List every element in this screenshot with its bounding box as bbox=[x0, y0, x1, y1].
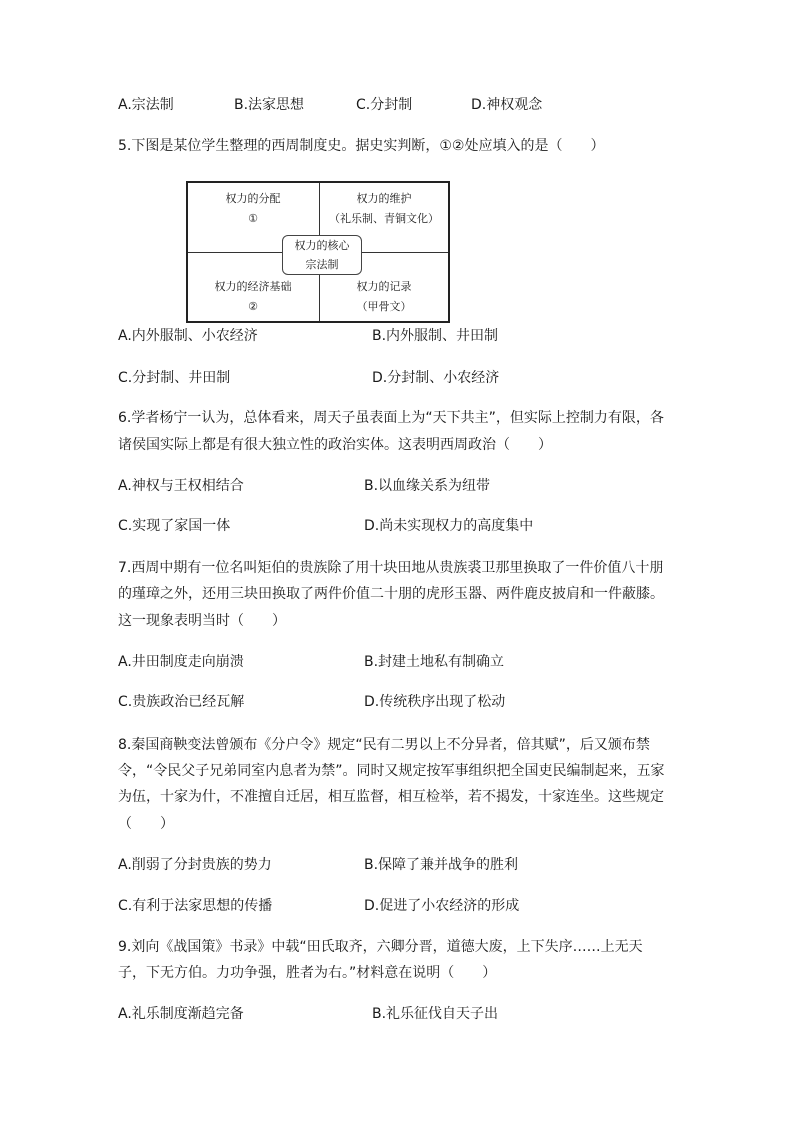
q8-option-b: B.保障了兼并战争的胜利 bbox=[364, 857, 519, 873]
diagram-bottom-right bbox=[319, 277, 449, 317]
q4-option-b: B.法家思想 bbox=[234, 97, 305, 113]
q4-option-d: D.神权观念 bbox=[471, 97, 543, 113]
q8-option-d: D.促进了小农经济的形成 bbox=[364, 898, 520, 914]
q4-option-c: C.分封制 bbox=[356, 97, 413, 113]
q6-option-b: B.以血缘关系为纽带 bbox=[364, 478, 491, 494]
q4-option-a: A.宗法制 bbox=[118, 97, 174, 113]
q9-line-2: 子，下无方伯。力功争强，胜者为右。”材料意在说明（ ） bbox=[118, 965, 497, 981]
diagram-bottom-left bbox=[188, 277, 318, 317]
q5-option-d: D.分封制、小农经济 bbox=[372, 370, 500, 386]
q8-option-c: C.有利于法家思想的传播 bbox=[118, 898, 273, 914]
q7-option-d: D.传统秩序出现了松动 bbox=[364, 694, 506, 710]
diagram-tr-sub: （礼乐制、青铜文化） bbox=[329, 212, 439, 225]
q6-option-c: C.实现了家国一体 bbox=[118, 518, 231, 534]
q6-option-d: D.尚未实现权力的高度集中 bbox=[364, 518, 534, 534]
diagram-tr-title: 权力的维护 bbox=[356, 192, 412, 205]
q5-stem: 5.下图是某位学生整理的西周制度史。据史实判断，①②处应填入的是（ ） bbox=[118, 138, 605, 154]
diagram-top-left bbox=[188, 189, 318, 229]
q5-option-c: C.分封制、井田制 bbox=[118, 370, 231, 386]
q8-option-a: A.削弱了分封贵族的势力 bbox=[118, 857, 272, 873]
q7-line-3: 这一现象表明当时（ ） bbox=[118, 613, 286, 629]
q8-line-1: 8.秦国商鞅变法曾颁布《分户令》规定“民有二男以上不分异者，倍其赋”，后又颁布禁 bbox=[118, 737, 650, 753]
diagram-br-title: 权力的记录 bbox=[356, 280, 412, 293]
q6-option-a: A.神权与王权相结合 bbox=[118, 478, 244, 494]
diagram-center-box bbox=[282, 235, 362, 275]
diagram-bl-title: 权力的经济基础 bbox=[214, 280, 292, 293]
q8-line-4: （ ） bbox=[118, 816, 174, 832]
diagram-bl-mark: ② bbox=[248, 300, 258, 313]
q7-line-1: 7.西周中期有一位名叫矩伯的贵族除了用十块田地从贵族裘卫那里换取了一件价值八十朋 bbox=[118, 560, 664, 576]
q9-line-1: 9.刘向《战国策》书录》中载“田氏取齐，六卿分晋，道德大废，上下失序……上无天 bbox=[118, 939, 643, 955]
q6-line-2: 诸侯国实际上都是有很大独立性的政治实体。这表明西周政治（ ） bbox=[118, 437, 552, 453]
diagram-center-line-1: 权力的核心 bbox=[294, 239, 350, 252]
diagram-br-sub: （甲骨文） bbox=[356, 300, 412, 313]
q9-option-b: B.礼乐征伐自天子出 bbox=[372, 1006, 499, 1022]
diagram-tl-title: 权力的分配 bbox=[225, 192, 281, 205]
diagram-top-right bbox=[319, 189, 449, 229]
q7-line-2: 的瑾璋之外，还用三块田换取了两件价值二十朋的虎形玉器、两件鹿皮披肩和一件蔽膝。 bbox=[118, 586, 664, 602]
q5-option-b: B.内外服制、井田制 bbox=[372, 328, 499, 344]
q6-line-1: 6.学者杨宁一认为，总体看来，周天子虽表面上为“天下共主”，但实际上控制力有限，各 bbox=[118, 410, 664, 426]
q5-option-a: A.内外服制、小农经济 bbox=[118, 328, 258, 344]
q7-option-c: C.贵族政治已经瓦解 bbox=[118, 694, 245, 710]
q7-option-a: A.井田制度走向崩溃 bbox=[118, 654, 244, 670]
q8-line-2: 令，“令民父子兄弟同室内息者为禁”。同时又规定按军事组织把全国吏民编制起来，五家 bbox=[118, 763, 665, 779]
diagram-tl-mark: ① bbox=[248, 212, 258, 225]
q8-line-3: 为伍，十家为什，不准擅自迁居，相互监督，相互检举，若不揭发，十家连坐。这些规定 bbox=[118, 789, 664, 805]
diagram-center-line-2: 宗法制 bbox=[305, 258, 339, 271]
q7-option-b: B.封建土地私有制确立 bbox=[364, 654, 505, 670]
q9-option-a: A.礼乐制度渐趋完备 bbox=[118, 1006, 244, 1022]
q5-diagram bbox=[186, 181, 450, 323]
